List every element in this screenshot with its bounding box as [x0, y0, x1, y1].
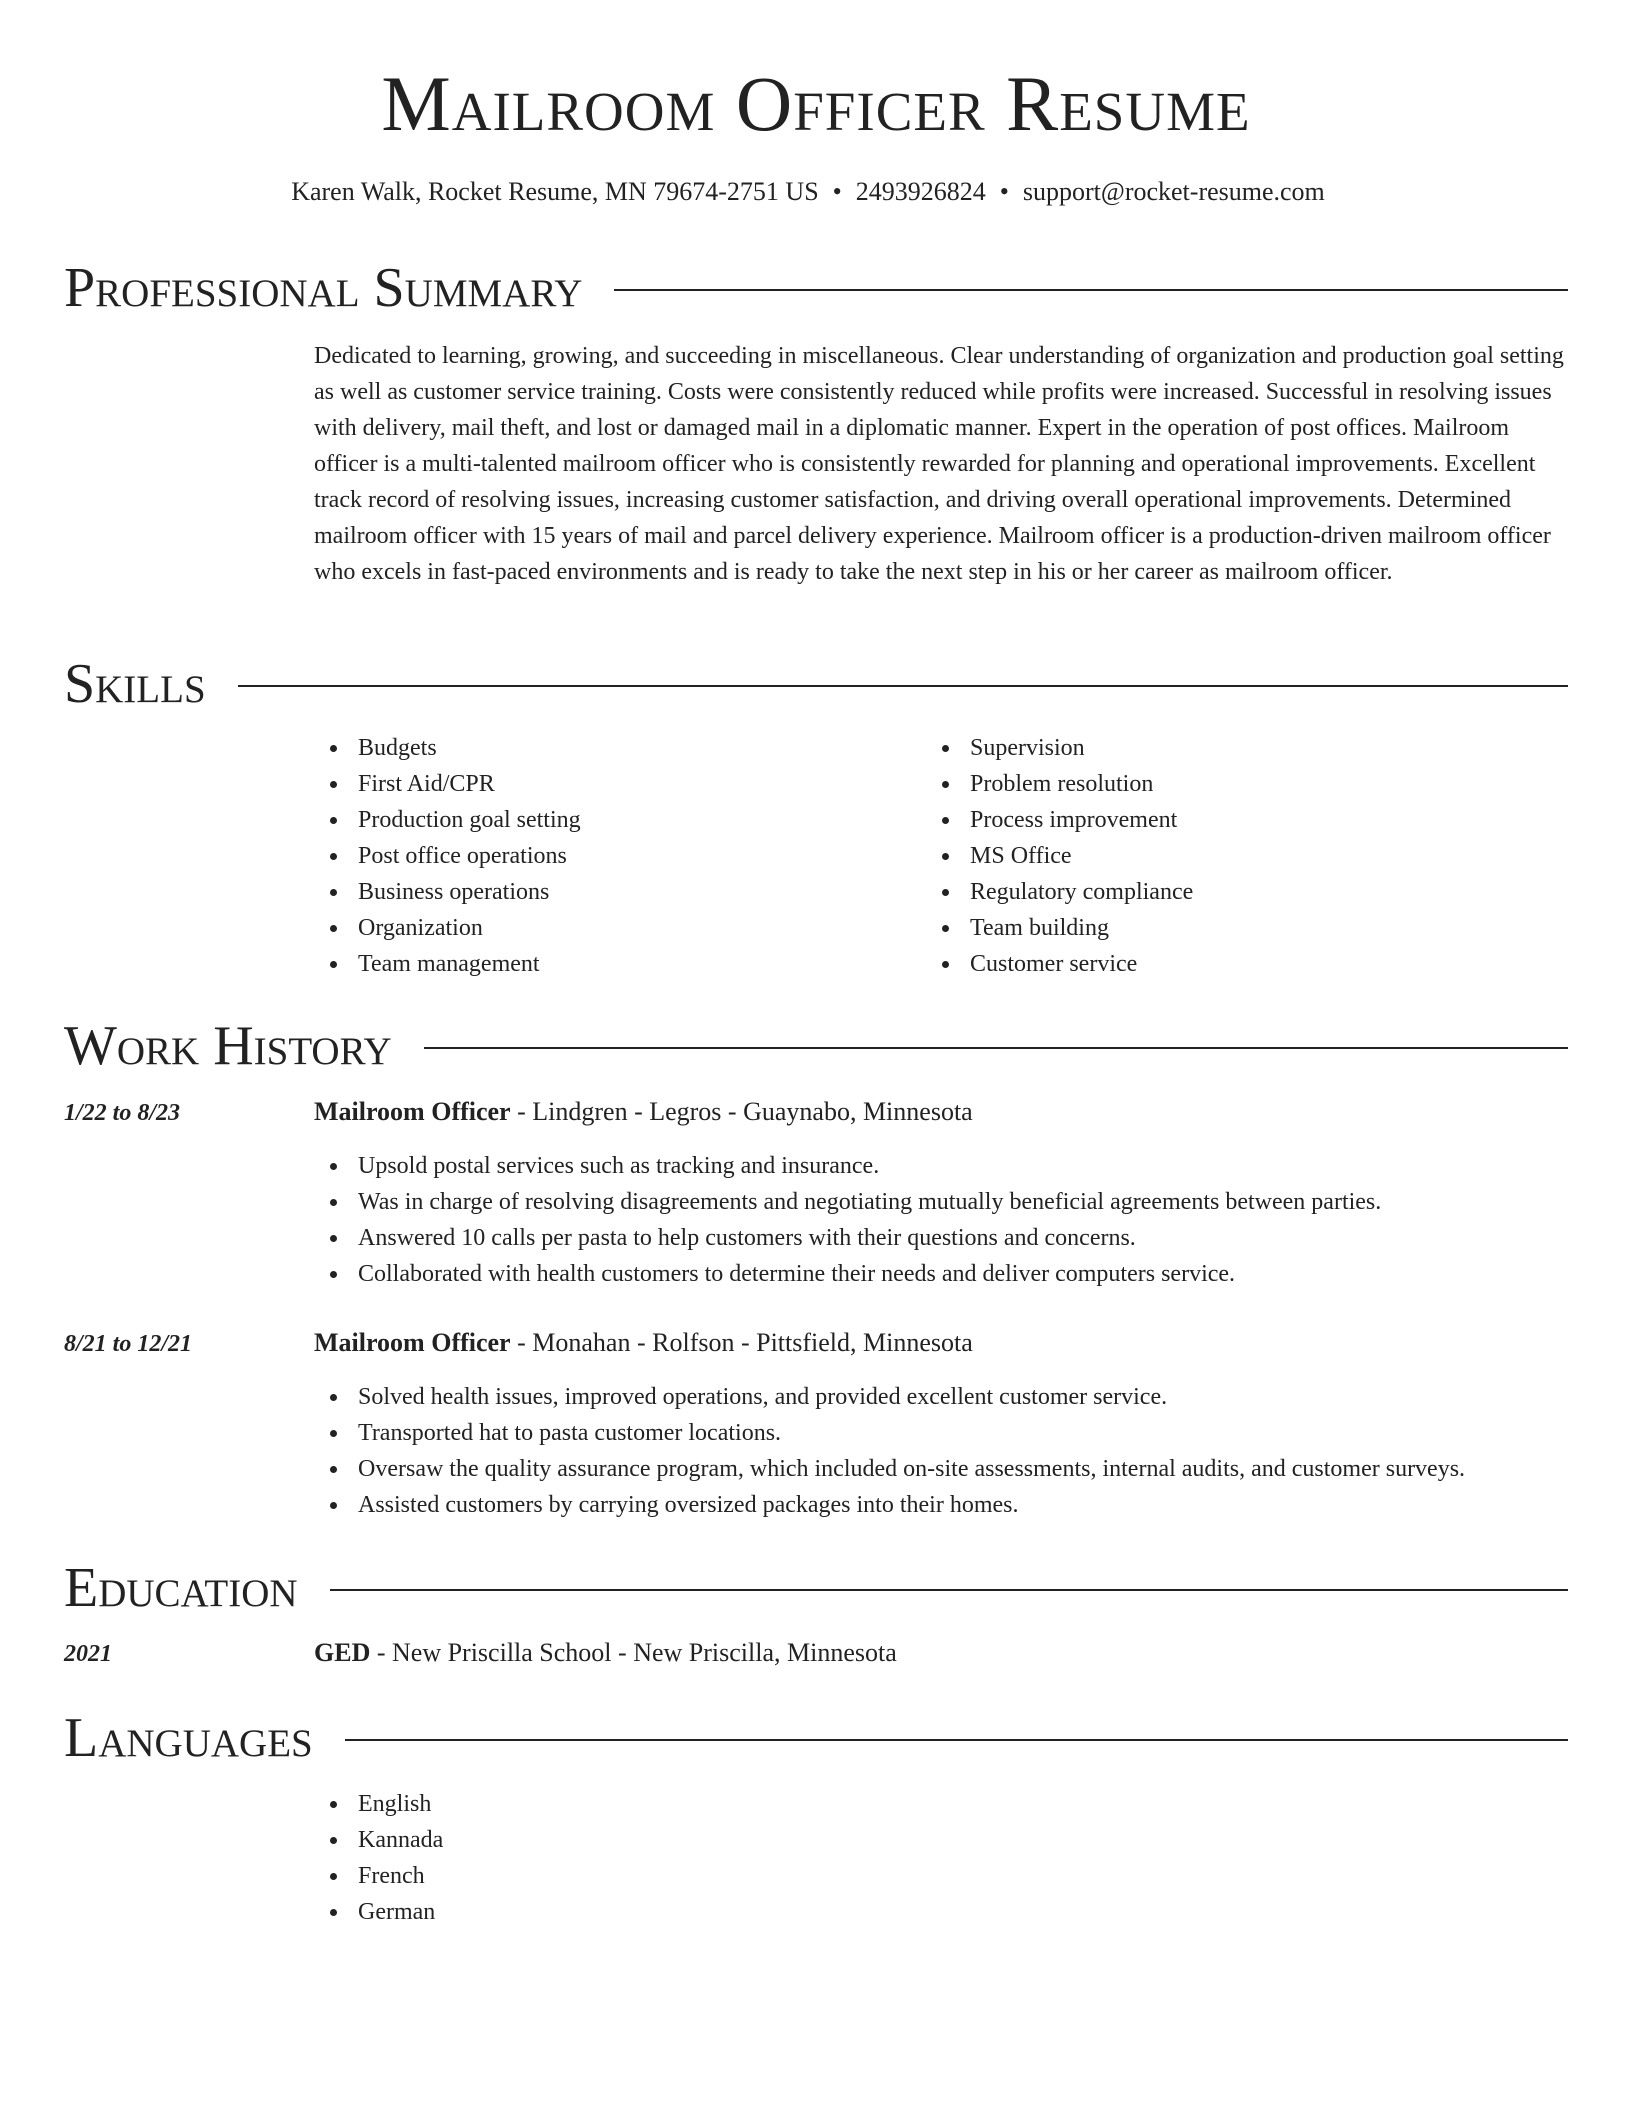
job-bullets	[314, 1379, 1465, 1523]
skills-list-left	[314, 730, 581, 982]
languages-list	[314, 1786, 443, 1930]
work-section-header	[64, 1014, 1568, 1078]
skills-section-header	[64, 652, 1568, 716]
languages-section-header	[64, 1706, 1568, 1770]
skill-item: Team building	[926, 910, 1193, 946]
education-degree: GED	[314, 1638, 371, 1667]
summary-section-title: Professional Summary	[64, 257, 583, 319]
job-bullet: Oversaw the quality assurance program, which included on-site assessments, internal audits, and customer surveys.	[314, 1451, 1465, 1487]
contact-line	[0, 174, 1616, 210]
section-divider	[238, 685, 1568, 687]
education-section-header	[64, 1556, 1568, 1620]
job-bullet: Transported hat to pasta customer locations.	[314, 1415, 1465, 1451]
contact-address: Karen Walk, Rocket Resume, MN 79674-2751 US	[291, 177, 819, 206]
skill-item: Budgets	[314, 730, 581, 766]
contact-separator: •	[832, 177, 842, 206]
language-item: Kannada	[314, 1822, 443, 1858]
section-divider	[330, 1589, 1568, 1591]
education-heading	[314, 1635, 897, 1671]
section-divider	[424, 1047, 1568, 1049]
job-title: Mailroom Officer	[314, 1328, 511, 1357]
job-dates: 8/21 to 12/21	[64, 1331, 193, 1357]
section-divider	[614, 289, 1568, 291]
education-year: 2021	[64, 1641, 112, 1667]
language-item: German	[314, 1894, 443, 1930]
job-employer: - Monahan - Rolfson - Pittsfield, Minnesota	[510, 1328, 973, 1357]
contact-separator: •	[999, 177, 1009, 206]
skill-item: Production goal setting	[314, 802, 581, 838]
job-bullet: Upsold postal services such as tracking and insurance.	[314, 1148, 1381, 1184]
language-item: French	[314, 1858, 443, 1894]
education-section-title: Education	[64, 1557, 298, 1619]
job-heading	[314, 1094, 973, 1130]
job-heading	[314, 1325, 973, 1361]
skill-item: Problem resolution	[926, 766, 1193, 802]
languages-section-title: Languages	[64, 1707, 313, 1769]
job-dates: 1/22 to 8/23	[64, 1100, 181, 1126]
skills-section-title: Skills	[64, 653, 206, 715]
job-bullet: Was in charge of resolving disagreements and negotiating mutually beneficial agreements between parties.	[314, 1184, 1381, 1220]
job-title: Mailroom Officer	[314, 1097, 511, 1126]
skill-item: Team management	[314, 946, 581, 982]
skill-item: First Aid/CPR	[314, 766, 581, 802]
job-bullet: Solved health issues, improved operations, and provided excellent customer service.	[314, 1379, 1465, 1415]
resume-title: Mailroom Officer Resume	[381, 60, 1251, 147]
skills-list-right	[926, 730, 1193, 982]
education-school: - New Priscilla School - New Priscilla, Minnesota	[370, 1638, 897, 1667]
job-bullets	[314, 1148, 1381, 1292]
summary-text: Dedicated to learning, growing, and succeeding in miscellaneous. Clear understanding of organization and production goal setting as well as customer service training. Costs were consistently reduced while profits were increased. Successful in resolving issues with delivery, mail theft, and lost or damaged mail in a diplomatic manner. Expert in the operation of post offices. Mailroom officer is a multi-talented mailroom officer who is consistently rewarded for planning and operational improvements. Excellent track record of resolving issues, increasing customer satisfaction, and driving overall operational improvements. Determined mailroom officer with 15 years of mail and parcel delivery experience. Mailroom officer is a production-driven mailroom officer who excels in fast-paced environments and is ready to take the next step in his or her career as mailroom officer.	[314, 343, 1564, 585]
section-divider	[345, 1739, 1568, 1741]
language-item: English	[314, 1786, 443, 1822]
skill-item: Post office operations	[314, 838, 581, 874]
summary-section-header	[64, 256, 1568, 320]
job-bullet: Answered 10 calls per pasta to help customers with their questions and concerns.	[314, 1220, 1381, 1256]
job-employer: - Lindgren - Legros - Guaynabo, Minnesota	[510, 1097, 973, 1126]
job-bullet: Assisted customers by carrying oversized packages into their homes.	[314, 1487, 1465, 1523]
skill-item: Customer service	[926, 946, 1193, 982]
skill-item: Business operations	[314, 874, 581, 910]
job-bullet: Collaborated with health customers to determine their needs and deliver computers service.	[314, 1256, 1381, 1292]
contact-phone: 2493926824	[855, 177, 986, 206]
skill-item: Supervision	[926, 730, 1193, 766]
contact-email: support@rocket-resume.com	[1022, 177, 1325, 206]
skill-item: Regulatory compliance	[926, 874, 1193, 910]
skill-item: Process improvement	[926, 802, 1193, 838]
work-section-title: Work History	[64, 1015, 392, 1077]
skill-item: Organization	[314, 910, 581, 946]
skill-item: MS Office	[926, 838, 1193, 874]
